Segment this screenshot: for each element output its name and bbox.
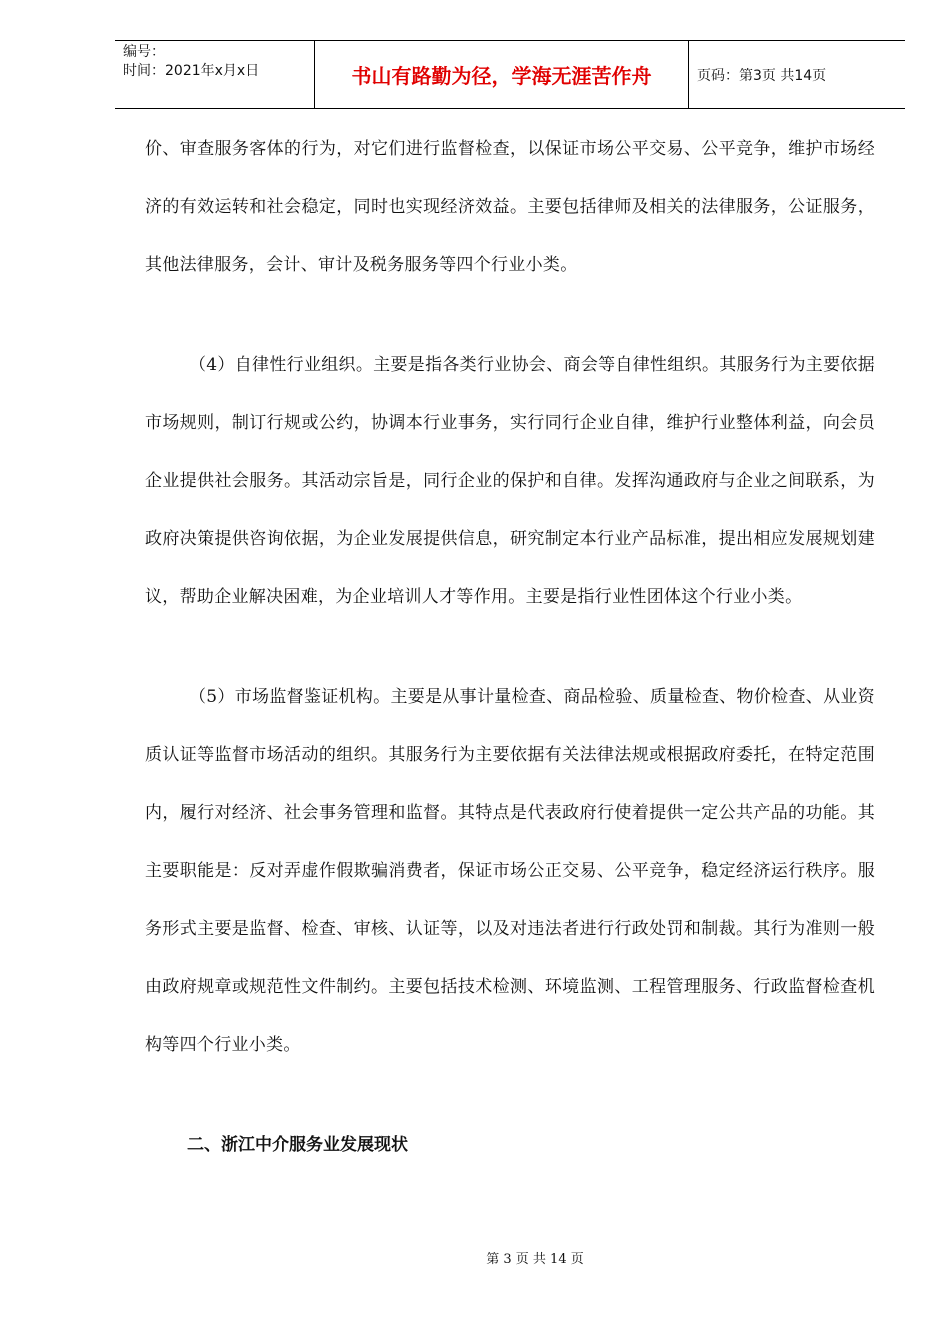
document-date-label: 时间：2021年x月x日 <box>123 63 260 79</box>
header-page-number: 页码：第3页 共14页 <box>697 67 827 84</box>
paragraph-continued: 价、审查服务客体的行为，对它们进行监督检查，以保证市场公平交易、公平竞争，维护市场经济的有效运转和社会稳定，同时也实现经济效益。主要包括律师及相关的法律服务，公证服务，其他法律服务，会计、审计及税务服务等四个行业小类。 <box>145 139 875 275</box>
section-heading: 二、浙江中介服务业发展现状 <box>187 1135 408 1155</box>
document-number-label: 编号： <box>123 44 165 60</box>
header-meta <box>115 41 315 108</box>
paragraph-market-supervision: （5）市场监督鉴证机构。主要是从事计量检查、商品检验、质量检查、物价检查、从业资质认证等监督市场活动的组织。其服务行为主要依据有关法律法规或根据政府委托，在特定范围内，履行对经济、社会事务管理和监督。其特点是代表政府行使着提供一定公共产品的功能。其主要职能是：反对弄虚作假欺骗消费者，保证市场公正交易、公平竞争，稳定经济运行秩序。服务形式主要是监督、检查、审核、认证等，以及对违法者进行行政处罚和制裁。其行为准则一般由政府规章或规范性文件制约。主要包括技术检测、环境监测、工程管理服务、行政监督检查机构等四个行业小类。 <box>145 687 875 1055</box>
page-footer: 第 3 页 共 14 页 <box>486 1252 584 1267</box>
page-header <box>115 40 905 109</box>
paragraph-self-regulatory-orgs: （4）自律性行业组织。主要是指各类行业协会、商会等自律性组织。其服务行为主要依据市场规则，制订行规或公约，协调本行业事务，实行同行企业自律，维护行业整体利益，向会员企业提供社会服务。其活动宗旨是，同行企业的保护和自律。发挥沟通政府与企业之间联系，为政府决策提供咨询依据，为企业发展提供信息，研究制定本行业产品标准，提出相应发展规划建议，帮助企业解决困难，为企业培训人才等作用。主要是指行业性团体这个行业小类。 <box>145 355 875 607</box>
document-body <box>145 120 875 1174</box>
header-motto: 书山有路勤为径，学海无涯苦作舟 <box>315 41 689 108</box>
